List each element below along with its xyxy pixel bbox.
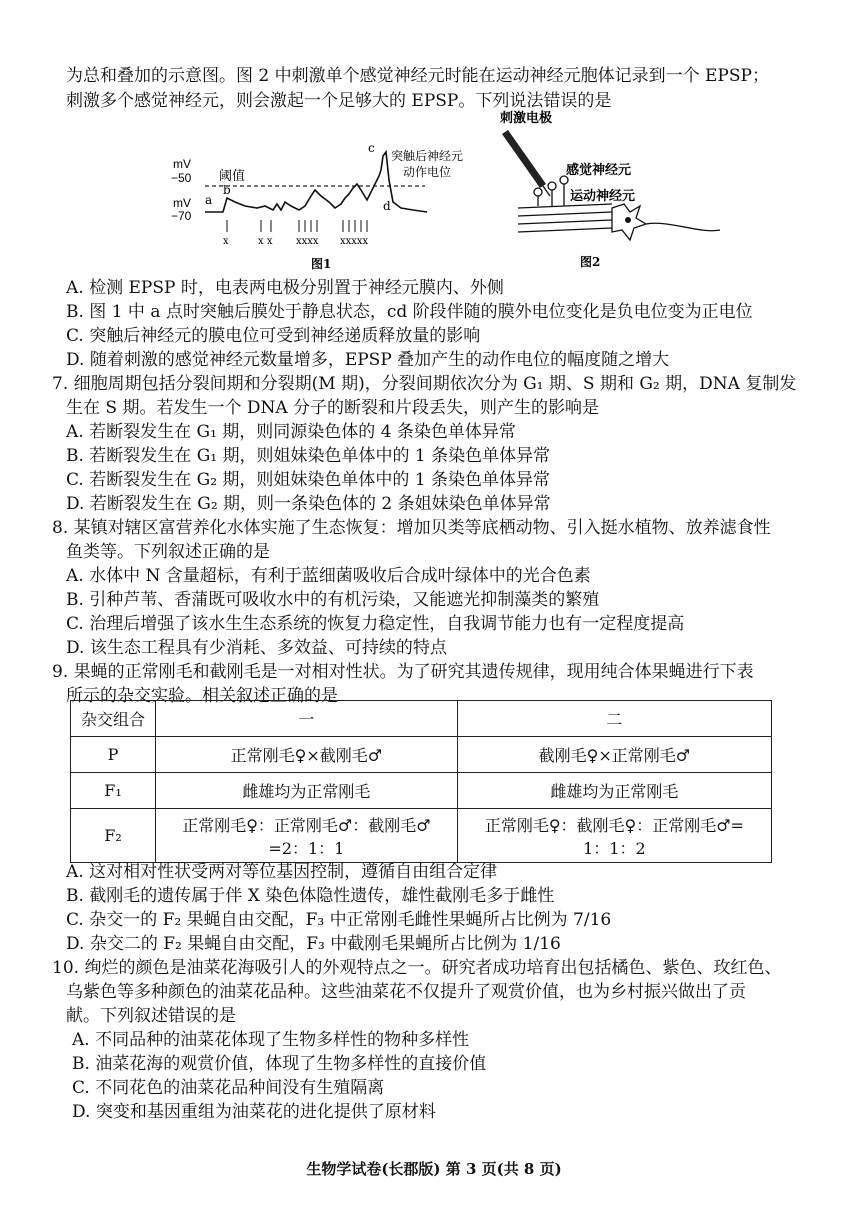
f2-cross1-line1: 正常刚毛♀：正常刚毛♂：截刚毛♂ bbox=[182, 815, 431, 835]
mv-label-bottom: mV bbox=[173, 196, 191, 210]
table-header-cell: 二 bbox=[457, 701, 771, 737]
f2-cross1-line2: =2：1：1 bbox=[268, 838, 345, 858]
figure-2-caption: 图2 bbox=[580, 255, 601, 269]
intro-line-2: 刺激多个感觉神经元，则会激起一个足够大的 EPSP。下列说法错误的是 bbox=[66, 91, 612, 111]
q9-stem-2: 所示的杂交实验。相关叙述正确的是 bbox=[66, 686, 338, 706]
table-cell: 雌雄均为正常刚毛 bbox=[457, 773, 771, 809]
figure-1-caption: 图1 bbox=[311, 257, 332, 271]
q6-option-d: D. 随着刺激的感觉神经元数量增多，EPSP 叠加产生的动作电位的幅度随之增大 bbox=[66, 350, 670, 370]
table-cell-f2-cross2 bbox=[457, 809, 771, 863]
ap-label-2: 动作电位 bbox=[403, 165, 452, 179]
q6-option-b: B. 图 1 中 a 点时突触后膜处于静息状态，cd 阶段伴随的膜外电位变化是负电位变为正电位 bbox=[66, 302, 753, 322]
point-c: c bbox=[368, 141, 375, 155]
stimulus-arrows bbox=[227, 220, 367, 232]
table-row bbox=[71, 809, 772, 863]
q7-stem-1: 7. 细胞周期包括分裂间期和分裂期(M 期)，分裂间期依次分为 G₁ 期、S 期和 G₂ 期，DNA 复制发 bbox=[52, 374, 797, 394]
q6-option-a: A. 检测 EPSP 时，电表两电极分别置于神经元膜内、外侧 bbox=[66, 278, 504, 298]
threshold-label: 阈值 bbox=[219, 169, 246, 184]
f2-cross2-line2: 1：1：2 bbox=[583, 838, 646, 858]
mv-value-top: −50 bbox=[171, 171, 192, 185]
q7-option-d: D. 若断裂发生在 G₂ 期，则一条染色体的 2 条姐妹染色单体异常 bbox=[66, 494, 551, 514]
stimulus-2: x x bbox=[258, 236, 273, 247]
q9-option-c: C. 杂交一的 F₂ 果蝇自由交配，F₃ 中正常刚毛雌性果蝇所占比例为 7/16 bbox=[66, 910, 612, 930]
table-row bbox=[71, 773, 772, 809]
sensory-neuron-label: 感觉神经元 bbox=[566, 163, 632, 178]
motor-neuron-nucleus bbox=[625, 217, 631, 223]
q10-stem-1: 10. 绚烂的颜色是油菜花海吸引人的外观特点之一。研究者成功培育出包括橘色、紫色、玫红色、 bbox=[52, 958, 782, 978]
q9-option-b: B. 截刚毛的遗传属于伴 X 染色体隐性遗传，雄性截刚毛多于雌性 bbox=[66, 886, 555, 906]
point-d: d bbox=[383, 199, 391, 213]
stimulus-1: x bbox=[223, 236, 229, 247]
electrode-label: 刺激电极 bbox=[500, 111, 553, 126]
q7-option-b: B. 若断裂发生在 G₁ 期，则姐妹染色单体中的 1 条染色单体异常 bbox=[66, 446, 551, 466]
q10-option-b: B. 油菜花海的观赏价值，体现了生物多样性的直接价值 bbox=[72, 1054, 487, 1074]
q7-stem-2: 生在 S 期。若发生一个 DNA 分子的断裂和片段丢失，则产生的影响是 bbox=[66, 398, 600, 418]
figure-1-epsp-graph bbox=[165, 140, 505, 275]
intro-line-1: 为总和叠加的示意图。图 2 中刺激单个感觉神经元时能在运动神经元胞体记录到一个 EPSP； bbox=[66, 66, 769, 86]
q9-option-d: D. 杂交二的 F₂ 果蝇自由交配，F₃ 中截刚毛果蝇所占比例为 1/16 bbox=[66, 934, 561, 954]
table-cell: P bbox=[71, 737, 156, 773]
cross-experiment-table bbox=[70, 700, 772, 863]
table-cell: F₁ bbox=[71, 773, 156, 809]
stimulating-electrode-icon bbox=[502, 130, 550, 196]
point-a: a bbox=[205, 193, 213, 207]
table-cell-f2-cross1 bbox=[156, 809, 458, 863]
q9-option-a: A. 这对相对性状受两对等位基因控制，遵循自由组合定律 bbox=[66, 862, 498, 882]
table-cell: F₂ bbox=[71, 809, 156, 863]
q10-stem-3: 献。下列叙述错误的是 bbox=[66, 1006, 236, 1026]
q8-option-c: C. 治理后增强了该水生生态系统的恢复力稳定性，自我调节能力也有一定程度提高 bbox=[66, 614, 685, 634]
q10-option-c: C. 不同花色的油菜花品种间没有生殖隔离 bbox=[72, 1078, 385, 1098]
table-header-cell: 杂交组合 bbox=[71, 701, 156, 737]
stimulus-4: xxxxx bbox=[340, 236, 369, 247]
table-row bbox=[71, 737, 772, 773]
q8-stem-1: 8. 某镇对辖区富营养化水体实施了生态恢复：增加贝类等底栖动物、引入挺水植物、放养滤食性 bbox=[52, 518, 771, 538]
point-b: b bbox=[223, 183, 231, 197]
neuron-fibers bbox=[518, 176, 720, 240]
q10-option-a: A. 不同品种的油菜花体现了生物多样性的物种多样性 bbox=[72, 1030, 470, 1050]
q8-option-a: A. 水体中 N 含量超标，有利于蓝细菌吸收后合成叶绿体中的光合色素 bbox=[66, 566, 591, 586]
q6-option-c: C. 突触后神经元的膜电位可受到神经递质释放量的影响 bbox=[66, 326, 481, 346]
q10-option-d: D. 突变和基因重组为油菜花的进化提供了原材料 bbox=[72, 1102, 436, 1122]
table-header-cell: 一 bbox=[156, 701, 458, 737]
q7-option-c: C. 若断裂发生在 G₂ 期，则姐妹染色单体中的 1 条染色单体异常 bbox=[66, 470, 551, 490]
q8-stem-2: 鱼类等。下列叙述正确的是 bbox=[66, 542, 270, 562]
ap-label-1: 突触后神经元 bbox=[391, 149, 464, 163]
table-header-row bbox=[71, 701, 772, 737]
q7-option-a: A. 若断裂发生在 G₁ 期，则同源染色体的 4 条染色单体异常 bbox=[66, 422, 516, 442]
q8-option-d: D. 该生态工程具有少消耗、多效益、可持续的特点 bbox=[66, 638, 447, 658]
figure-2-neuron-diagram bbox=[500, 108, 840, 278]
motor-neuron-label: 运动神经元 bbox=[570, 189, 636, 204]
table-cell: 截刚毛♀×正常刚毛♂ bbox=[457, 737, 771, 773]
q9-stem-1: 9. 果蝇的正常刚毛和截刚毛是一对相对性状。为了研究其遗传规律，现用纯合体果蝇进行下表 bbox=[52, 662, 754, 682]
table-cell: 雌雄均为正常刚毛 bbox=[156, 773, 458, 809]
mv-label-top: mV bbox=[173, 157, 191, 171]
table-cell: 正常刚毛♀×截刚毛♂ bbox=[156, 737, 458, 773]
f2-cross2-line1: 正常刚毛♀：截刚毛♀：正常刚毛♂= bbox=[484, 815, 744, 835]
page-footer: 生物学试卷(长郡版) 第 3 页(共 8 页) bbox=[306, 1160, 562, 1178]
q8-option-b: B. 引种芦苇、香蒲既可吸收水中的有机污染，又能遮光抑制藻类的繁殖 bbox=[66, 590, 600, 610]
q10-stem-2: 乌紫色等多种颜色的油菜花品种。这些油菜花不仅提升了观赏价值，也为乡村振兴做出了贡 bbox=[66, 982, 746, 1002]
mv-value-bottom: −70 bbox=[171, 209, 192, 223]
stimulus-3: xxxx bbox=[296, 236, 319, 247]
